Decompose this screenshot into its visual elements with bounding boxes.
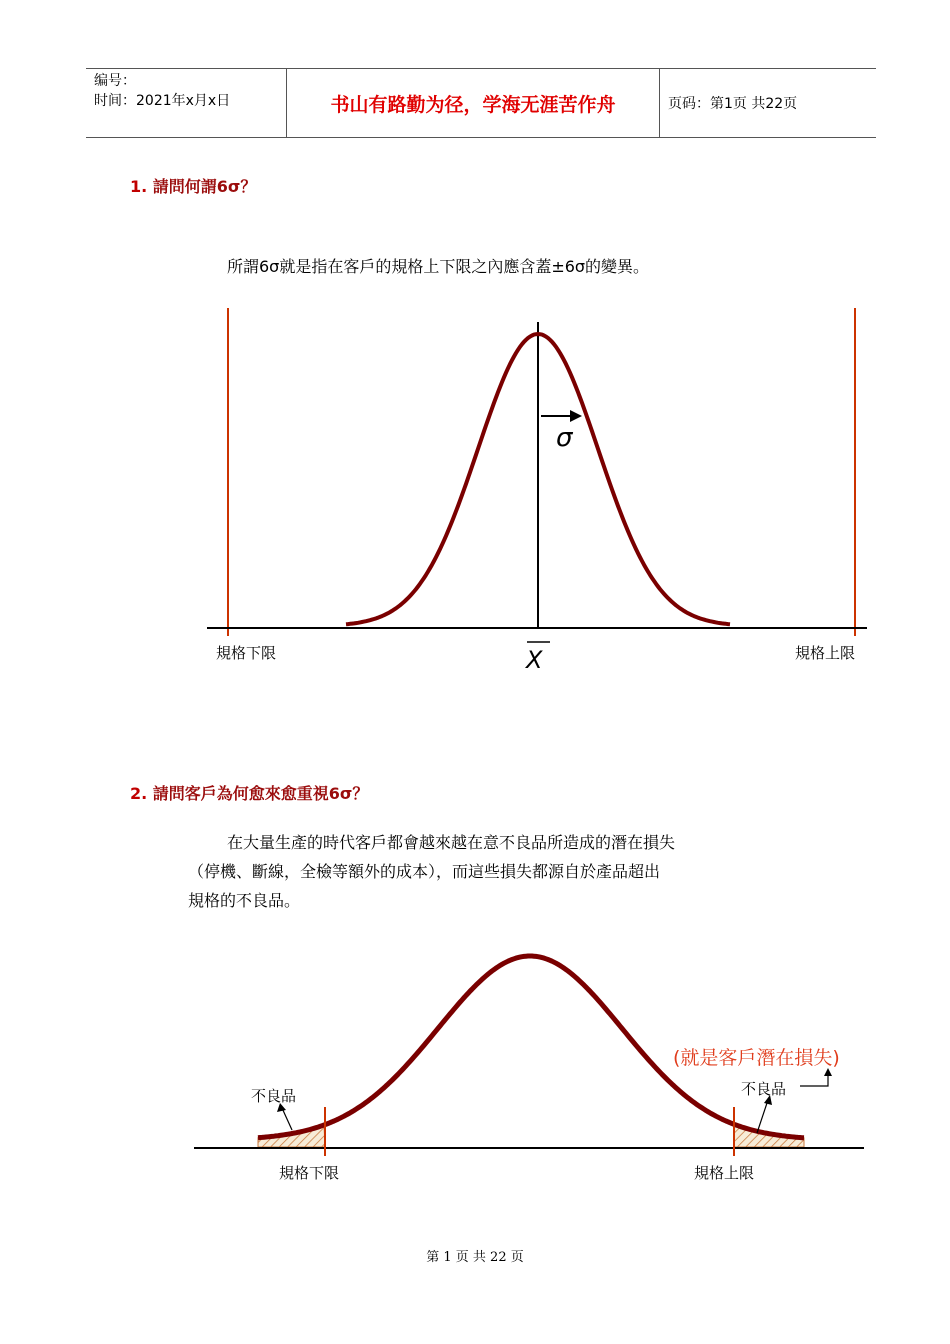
page-header bbox=[86, 68, 876, 138]
page-footer: 第 1 页 共 22 页 bbox=[426, 1250, 524, 1265]
sigma-label: σ bbox=[556, 423, 573, 453]
potential-loss-label: (就是客戶潛在損失) bbox=[673, 1047, 840, 1069]
mean-label: X bbox=[526, 646, 543, 674]
lsl-label: 規格下限 bbox=[279, 1164, 340, 1182]
question-2-title: 請問客戶為何愈來愈重視6σ？ bbox=[152, 784, 369, 803]
question-1-answer: 所謂6σ就是指在客戶的規格上下限之內應含蓋±6σ的變異。 bbox=[227, 257, 650, 276]
lsl-label: 規格下限 bbox=[216, 644, 277, 662]
defect-loss-diagram bbox=[0, 940, 950, 1190]
usl-label: 規格上限 bbox=[795, 644, 856, 662]
sigma-arrow-head bbox=[570, 410, 582, 422]
question-1-heading bbox=[130, 174, 256, 197]
loss-pointer-head bbox=[824, 1068, 832, 1076]
loss-pointer bbox=[800, 1074, 828, 1086]
defect-label-right: 不良品 bbox=[741, 1080, 787, 1098]
document-number-label: 编号： bbox=[94, 73, 136, 89]
question-2-answer-line-1: 在大量生產的時代客戶都會越來越在意不良品所造成的潛在損失 bbox=[227, 833, 676, 852]
document-date: 时间：2021年x月x日 bbox=[94, 93, 231, 109]
six-sigma-diagram bbox=[0, 295, 950, 685]
question-2-answer-line-3: 規格的不良品。 bbox=[188, 891, 301, 910]
header-left-cell bbox=[86, 69, 287, 137]
question-2-answer-line-2: （停機、斷線，全檢等額外的成本），而這些損失都源自於產品超出 bbox=[188, 862, 661, 881]
header-motto: 书山有路勤为径，学海无涯苦作舟 bbox=[287, 69, 660, 137]
defect-pointer-left bbox=[282, 1108, 292, 1130]
usl-label: 規格上限 bbox=[694, 1164, 755, 1182]
defect-pointer-right bbox=[757, 1100, 768, 1133]
question-1-number: 1. bbox=[130, 177, 148, 196]
defect-label-left: 不良品 bbox=[251, 1087, 297, 1105]
question-1-title: 請問何謂6σ？ bbox=[152, 177, 257, 196]
question-2-number: 2. bbox=[130, 784, 148, 803]
header-page-info: 页码：第1页 共22页 bbox=[668, 96, 798, 112]
question-2-heading bbox=[130, 781, 368, 804]
